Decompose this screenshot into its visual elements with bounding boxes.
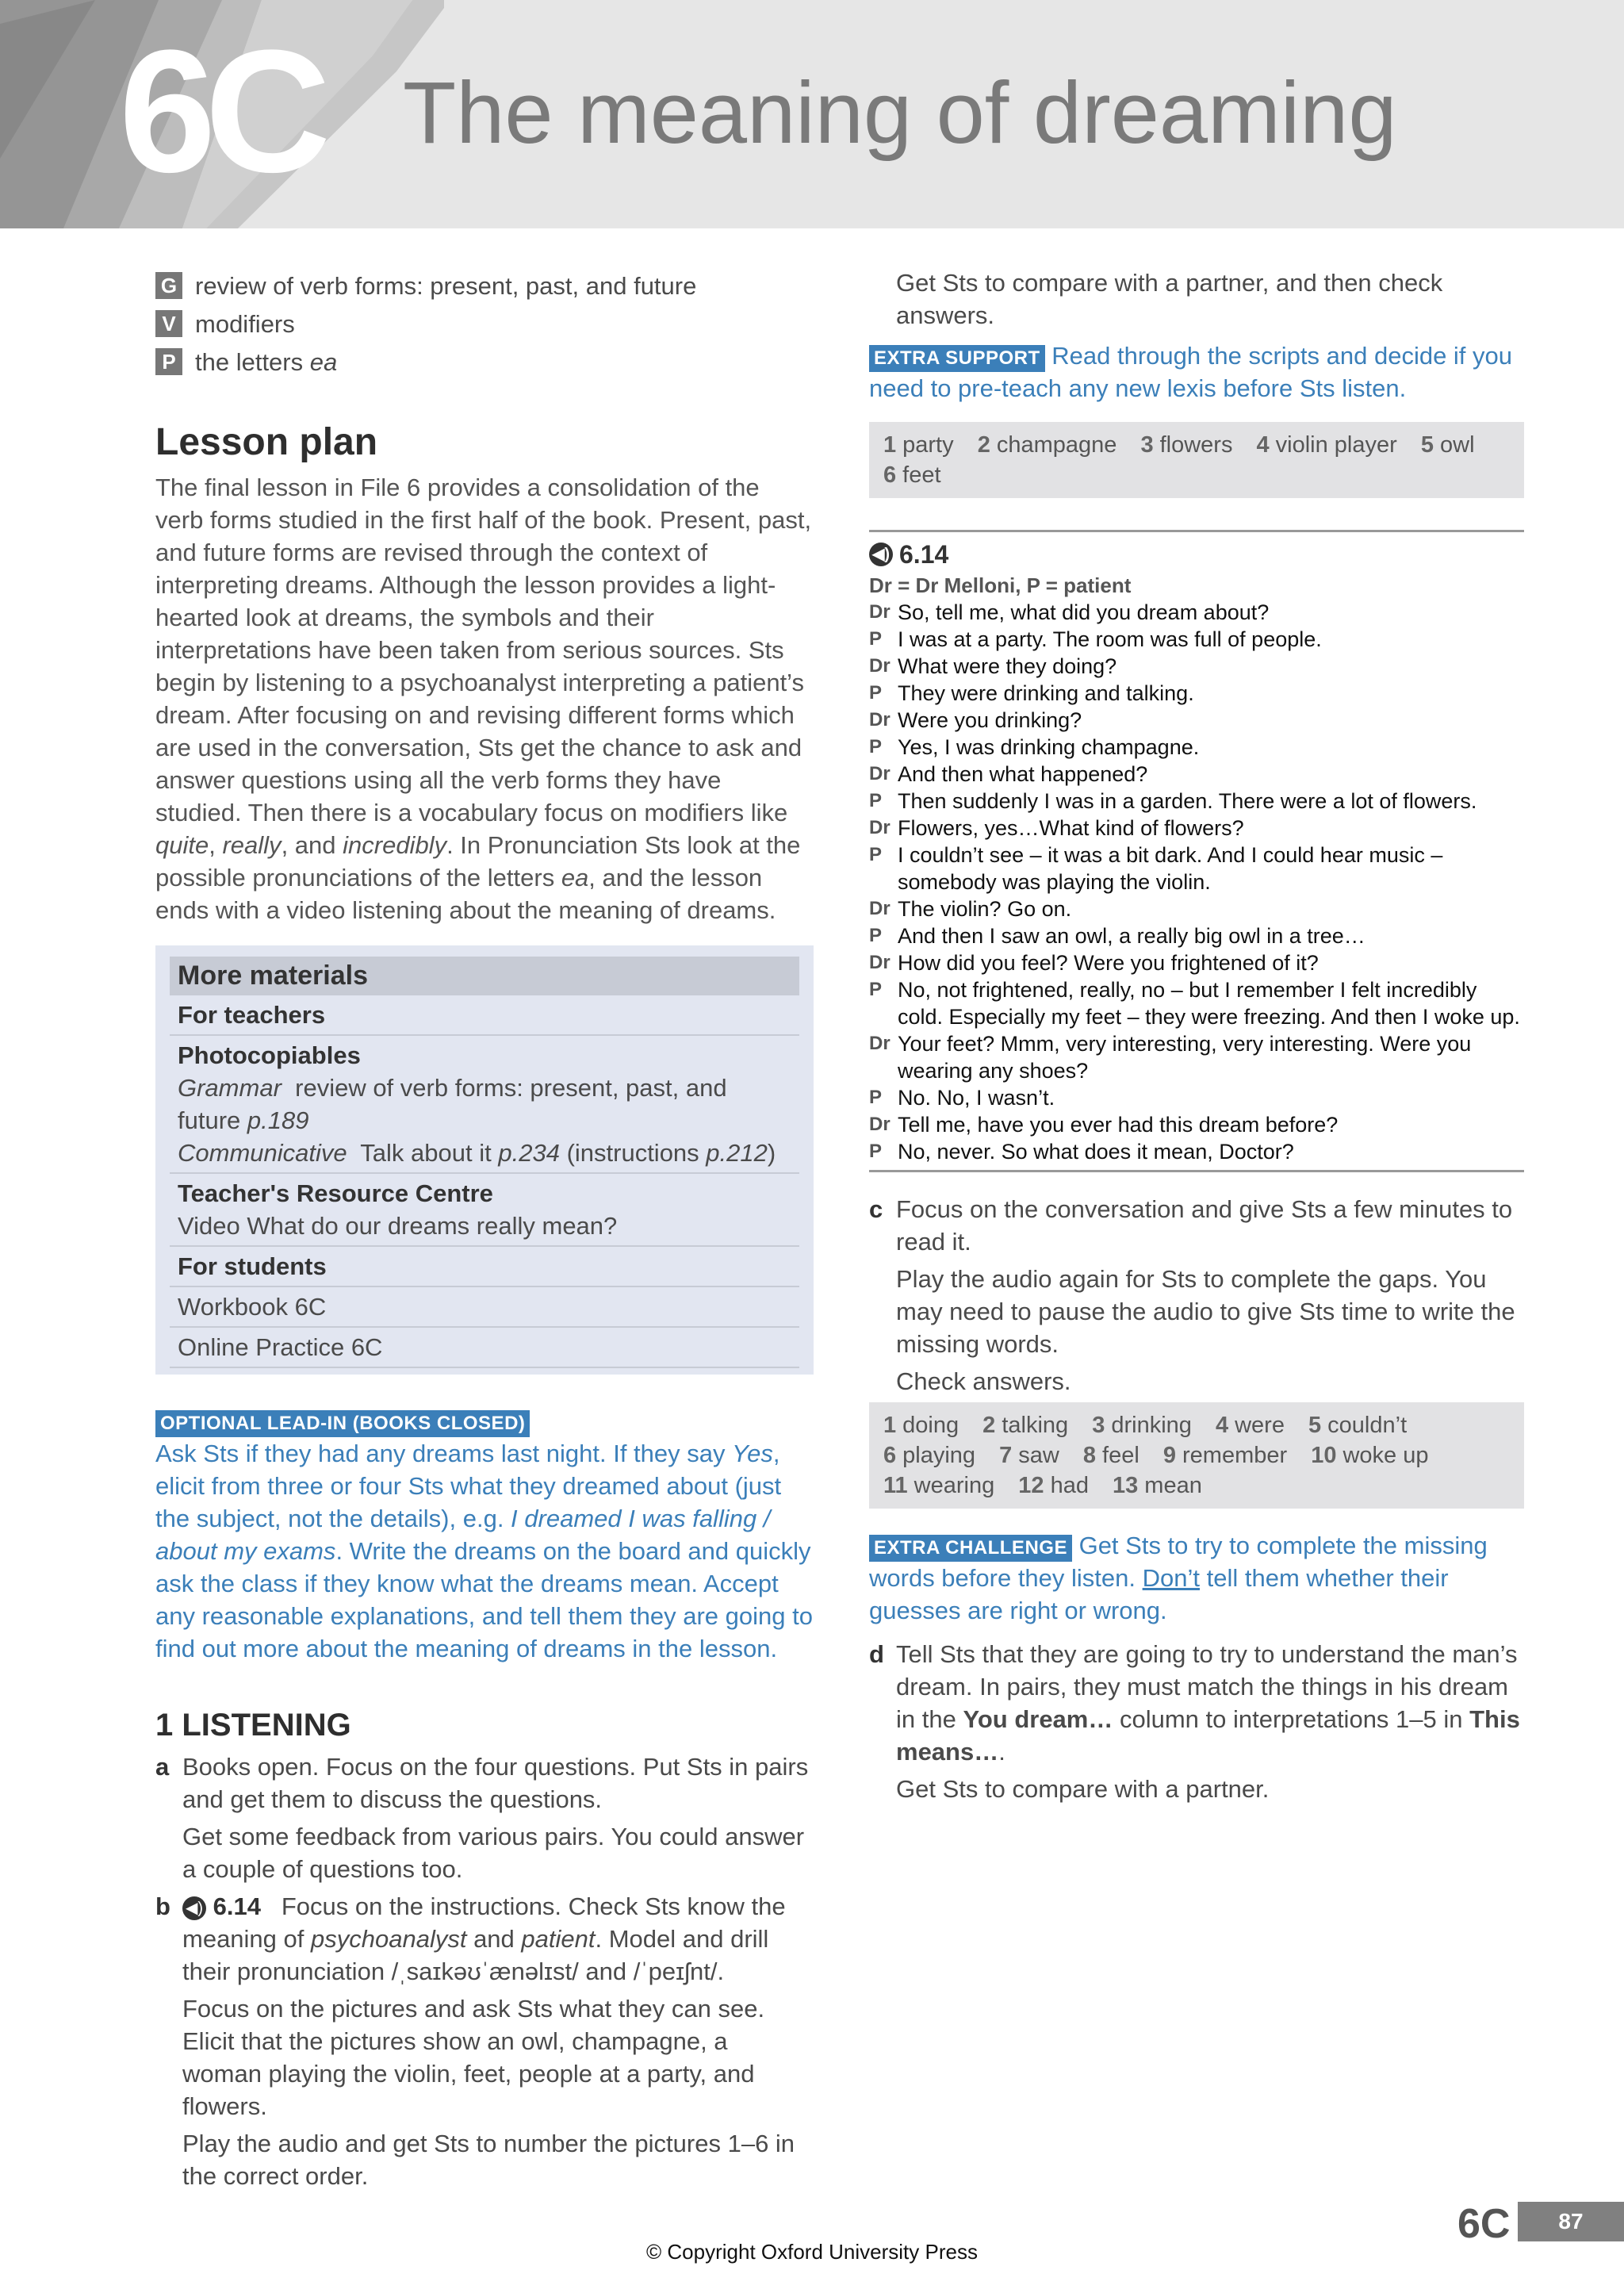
script-line [869, 599, 1524, 626]
right-column [869, 266, 1524, 1810]
speaker-label: Dr [869, 1033, 891, 1054]
left-column [155, 266, 814, 2197]
script-line-text: No. No, I wasn’t. [898, 1086, 1055, 1110]
more-materials-box [155, 945, 814, 1375]
script-line [869, 734, 1524, 761]
script-line-text: And then what happened? [898, 762, 1148, 786]
script-line-text: No, never. So what does it mean, Doctor? [898, 1140, 1294, 1164]
exercise-a: a Books open. Focus on the four questions. Put Sts in pairs and get them to discuss the questions. Get some feedback from various pairs. You could answer a couple of questions too. [155, 1753, 809, 1883]
speaker-label: Dr [869, 655, 891, 677]
speaker-label: P [869, 1087, 883, 1108]
exercise-d: d Tell Sts that they are going to try to understand the man’s dream. In pairs, they must match the things in his dream in the You dream… column to interpretations 1–5 in This means…. Get Sts to compare with a partner. [869, 1640, 1520, 1803]
script-line-text: Your feet? Mmm, very interesting, very interesting. Were you wearing any shoes? [898, 1032, 1472, 1083]
compare-instruction: Get Sts to compare with a partner, and then check answers. [896, 269, 1443, 329]
pronunciation-tag-text: the letters ea [195, 347, 338, 376]
script-line [869, 895, 1524, 922]
script-line-text: The violin? Go on. [898, 897, 1072, 921]
lesson-code: 6C [119, 13, 320, 209]
script-line [869, 707, 1524, 734]
script-line [869, 680, 1524, 707]
script-line-text: They were drinking and talking. [898, 681, 1194, 705]
script-key: Dr = Dr Melloni, P = patient [869, 573, 1132, 597]
speaker-label: P [869, 736, 883, 757]
pronunciation-tag-row [155, 343, 814, 381]
listening-heading: 1 LISTENING [155, 1708, 351, 1743]
copyright-notice: © Copyright Oxford University Press [646, 2240, 978, 2264]
audio-script-box [869, 530, 1524, 1172]
script-line [869, 761, 1524, 788]
lesson-plan-heading: Lesson plan [155, 421, 378, 463]
grammar-tag-row [155, 266, 814, 305]
script-line [869, 842, 1524, 895]
script-line [869, 788, 1524, 815]
grammar-tag-text: review of verb forms: present, past, and future [195, 271, 697, 300]
lead-in-badge: OPTIONAL LEAD-IN (BOOKS CLOSED) [155, 1410, 530, 1437]
script-line [869, 922, 1524, 949]
lead-in-block [155, 1405, 814, 1665]
speaker-label: P [869, 682, 883, 704]
script-line-text: I couldn’t see – it was a bit dark. And I could hear music – somebody was playing the violin. [898, 843, 1443, 894]
lesson-plan-paragraph: The final lesson in File 6 provides a consolidation of the verb forms studied in the first half of the book. Present, past, and future forms are revised through the context of interpreting dreams. Although the lesson provides a light-hearted look at dreams, the symbols and their interpretations have been taken from serious sources. Sts begin by listening to a psychoanalyst interpreting a patient’s dream. After focusing on and revising different forms which are used in the conversation, Sts get the chance to ask and answer questions using all the verb forms they have studied. Then there is a vocabulary focus on modifiers like quite, really, and incredibly. In Pronunciation Sts look at the possible pronunciations of the letters ea, and the lesson ends with a video listening about the meaning of dreams. [155, 474, 812, 924]
script-line [869, 815, 1524, 842]
speaker-label: Dr [869, 952, 891, 973]
teachers-resource-centre-block: Teacher's Resource Centre Video What do our dreams really mean? [170, 1174, 799, 1247]
speaker-label: P [869, 628, 883, 650]
audio-icon: ◀) [869, 543, 893, 566]
extra-challenge-block: EXTRA CHALLENGE Get Sts to try to complete the missing words before they listen. Don’t tell them whether their guesses are right or wrong. [869, 1532, 1488, 1624]
answer-box-c: 1 doing 2 talking 3 drinking 4 were 5 couldn’t 6 playing 7 saw 8 feel 9 remember 10 woke up 11 wearing 12 had 13 mean [869, 1402, 1524, 1509]
extra-challenge-badge: EXTRA CHALLENGE [869, 1535, 1072, 1562]
script-line [869, 1084, 1524, 1111]
script-line-text: I was at a party. The room was full of people. [898, 627, 1322, 651]
for-teachers-heading: For teachers [170, 995, 799, 1036]
speaker-label: Dr [869, 817, 891, 838]
for-students-heading: For students [170, 1247, 799, 1287]
speaker-label: P [869, 844, 883, 865]
script-line-text: No, not frightened, really, no – but I remember I felt incredibly cold. Especially my feet – they were freezing. And then I woke up. [898, 978, 1520, 1029]
speaker-label: Dr [869, 898, 891, 919]
audio-icon: ◀) [182, 1896, 206, 1920]
grammar-tag-badge: G [155, 272, 182, 299]
answer-box-b: 1 party 2 champagne 3 flowers 4 violin player 5 owl 6 feet [869, 422, 1524, 498]
page-title: The meaning of dreaming [403, 64, 1397, 162]
script-line-text: Then suddenly I was in a garden. There were a lot of flowers. [898, 789, 1477, 813]
script-line [869, 1111, 1524, 1138]
vocabulary-tag-row [155, 305, 814, 343]
photocopiables-block: Photocopiables Grammar review of verb forms: present, past, and future p.189 Communicative Talk about it p.234 (instructions p.212) [170, 1036, 799, 1174]
script-heading: ◀) 6.14 [869, 537, 1524, 572]
script-line-text: Were you drinking? [898, 708, 1082, 732]
speaker-label: P [869, 979, 883, 1000]
script-line-text: Tell me, have you ever had this dream before? [898, 1113, 1339, 1137]
pronunciation-tag-badge: P [155, 348, 182, 375]
vocabulary-tag-badge: V [155, 310, 182, 337]
page-number: 87 [1518, 2202, 1624, 2241]
script-line-text: Flowers, yes…What kind of flowers? [898, 816, 1244, 840]
workbook-item: Workbook 6C [170, 1287, 799, 1328]
script-line-text: How did you feel? Were you frightened of it? [898, 951, 1319, 975]
vocabulary-tag-text: modifiers [195, 309, 295, 338]
speaker-label: P [869, 1141, 883, 1162]
script-line [869, 949, 1524, 976]
more-materials-title: More materials [170, 957, 799, 995]
extra-support-badge: EXTRA SUPPORT [869, 345, 1045, 372]
script-line-text: What were they doing? [898, 654, 1117, 678]
speaker-label: P [869, 925, 883, 946]
script-line [869, 1138, 1524, 1165]
script-line-text: So, tell me, what did you dream about? [898, 600, 1270, 624]
speaker-label: Dr [869, 601, 891, 623]
exercise-b: b ◀) 6.14 Focus on the instructions. Check Sts know the meaning of psychoanalyst and patient. Model and drill their pronunciation /ˌsaɪkəʊˈænəlɪst/ and /ˈpeɪʃnt/. Focus on the pictures and ask Sts what they can see. Elicit that the pictures show an owl, champagne, a woman playing the violin, feet, people at a party, and flowers. Play the audio and get Sts to number the pictures 1–6 in the correct order. [155, 1892, 795, 2190]
extra-support-block: EXTRA SUPPORT Read through the scripts and decide if you need to pre-teach any new lexis before Sts listen. [869, 342, 1513, 402]
speaker-label: Dr [869, 709, 891, 730]
speaker-label: Dr [869, 1114, 891, 1135]
script-lines [869, 599, 1524, 1165]
script-line-text: Yes, I was drinking champagne. [898, 735, 1200, 759]
script-line [869, 653, 1524, 680]
script-line [869, 1030, 1524, 1084]
lead-in-text: Ask Sts if they had any dreams last night. If they say Yes, elicit from three or four Sts what they dreamed about (just the subject, not the details), e.g. I dreamed I was falling / about my exams. Write the dreams on the board and quickly ask the class if they know what the dreams mean. Accept any reasonable explanations, and tell them they are going to find out more about the meaning of dreams in the lesson. [155, 1440, 813, 1662]
online-practice-item: Online Practice 6C [170, 1328, 799, 1368]
script-line [869, 626, 1524, 653]
speaker-label: Dr [869, 763, 891, 784]
footer-lesson-code: 6C [1457, 2201, 1511, 2247]
exercise-c: c Focus on the conversation and give Sts a few minutes to read it. Play the audio again for Sts to complete the gaps. You may need to pause the audio to give Sts time to write the missing words. Check answers. [869, 1195, 1515, 1395]
speaker-label: P [869, 790, 883, 811]
script-line [869, 976, 1524, 1030]
script-line-text: And then I saw an owl, a really big owl in a tree… [898, 924, 1365, 948]
